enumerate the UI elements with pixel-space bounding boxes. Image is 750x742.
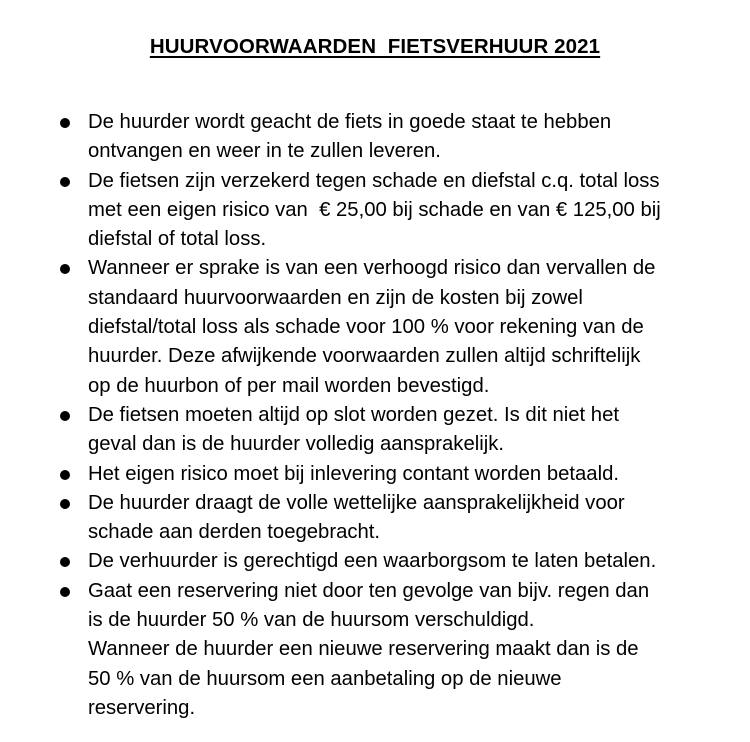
term-line: Wanneer de huurder een nieuwe reservering maakt dan is de (88, 638, 639, 661)
term-line: met een eigen risico van € 25,00 bij schade en van € 125,00 bij (88, 198, 661, 221)
term-line: standaard huurvoorwaarden en zijn de kosten bij zowel (88, 286, 583, 309)
term-line: De fietsen moeten altijd op slot worden gezet. Is dit niet het (88, 403, 619, 426)
document-title: HUURVOORWAARDEN FIETSVERHUUR 2021 (149, 35, 601, 58)
bullet-icon (60, 177, 70, 187)
bullet-icon (60, 499, 70, 509)
term-line: De fietsen zijn verzekerd tegen schade en diefstal c.q. total loss (88, 169, 660, 192)
bullet-icon (60, 470, 70, 480)
term-line: De verhuurder is gerechtigd een waarborgsom te laten betalen. (88, 550, 657, 573)
bullet-icon (60, 557, 70, 567)
list-item (0, 547, 728, 576)
bullet-icon (60, 587, 70, 597)
bullet-icon (60, 411, 70, 421)
term-line: op de huurbon of per mail worden bevestigd. (88, 374, 490, 397)
list-item (0, 460, 728, 489)
term-line: Het eigen risico moet bij inlevering contant worden betaald. (88, 462, 619, 485)
term-line: diefstal/total loss als schade voor 100 % voor rekening van de (88, 316, 644, 339)
list-item (0, 108, 728, 167)
term-line: 50 % van de huursom een aanbetaling op de nieuwe (88, 667, 562, 690)
list-item (0, 577, 728, 723)
term-line: schade aan derden toegebracht. (88, 521, 381, 544)
term-line: De huurder wordt geacht de fiets in goede staat te hebben (88, 111, 612, 133)
terms-list (0, 108, 728, 723)
term-line: ontvangen en weer in te zullen leveren. (88, 140, 441, 163)
term-line: diefstal of total loss. (88, 228, 267, 251)
term-line: Gaat een reservering niet door ten gevolge van bijv. regen dan (88, 579, 650, 602)
list-item (0, 489, 728, 548)
term-line: geval dan is de huurder volledig aansprakelijk. (88, 433, 505, 456)
list-item (0, 401, 728, 460)
term-line: reservering. (88, 696, 196, 719)
term-line: Wanneer er sprake is van een verhoogd risico dan vervallen de (88, 257, 656, 280)
list-item (0, 254, 728, 400)
term-line: is de huurder 50 % van de huursom verschuldigd. (88, 609, 535, 632)
list-item (0, 167, 728, 255)
bullet-icon (60, 118, 70, 128)
term-line: huurder. Deze afwijkende voorwaarden zullen altijd schriftelijk (88, 345, 641, 368)
term-line: De huurder draagt de volle wettelijke aansprakelijkheid voor (88, 491, 625, 514)
bullet-icon (60, 264, 70, 274)
